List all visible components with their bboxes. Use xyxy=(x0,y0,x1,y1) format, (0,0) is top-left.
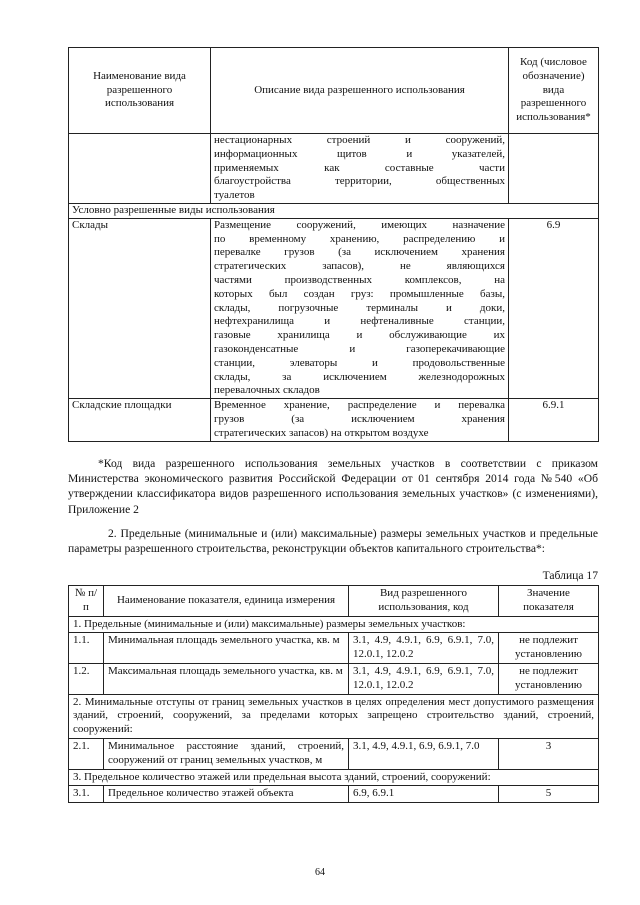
header-use-type: Вид разрешенного использования, код xyxy=(349,586,499,617)
row-description: Временное хранение, распределение и перевалка грузов (за исключением хранения стратегических запасов) на открытом воздухе xyxy=(211,399,509,441)
row-number: 3.1. xyxy=(69,786,104,803)
row-code: 6.9.1 xyxy=(509,399,599,441)
continuation-description: нестационарных строений и сооружений, информационных щитов и указателей, применяемых как составные части благоустройства территории, общественных туалетов xyxy=(211,134,509,204)
header-description: Описание вида разрешенного использования xyxy=(211,48,509,134)
row-value: не подлежит установлению xyxy=(499,663,599,694)
header-name: Наименование вида разрешенного использования xyxy=(69,48,211,134)
header-value: Значение показателя xyxy=(499,586,599,617)
row-codes: 3.1, 4.9, 4.9.1, 6.9, 6.9.1, 7.0, 12.0.1, 12.0.2 xyxy=(349,633,499,664)
section-title: Условно разрешенные виды использования xyxy=(69,203,599,218)
row-indicator: Максимальная площадь земельного участка, кв. м xyxy=(104,663,349,694)
row-value: 3 xyxy=(499,738,599,769)
table-caption: Таблица 17 xyxy=(542,569,598,582)
parameters-table xyxy=(68,585,599,803)
section-3-title: 3. Предельное количество этажей или предельная высота зданий, строений, сооружений: xyxy=(69,769,599,786)
table-row xyxy=(69,633,599,664)
header-code: Код (числовое обозначение) вида разрешенного использования* xyxy=(509,48,599,134)
row-number: 1.1. xyxy=(69,633,104,664)
paragraph-2: 2. Предельные (минимальные и (или) максимальные) размеры земельных участков и предельные параметры разрешенного строительства, реконструкции объектов капитального строительства*: xyxy=(68,527,598,556)
row-indicator: Предельное количество этажей объекта xyxy=(104,786,349,803)
section-row xyxy=(69,203,599,218)
row-number: 1.2. xyxy=(69,663,104,694)
header-indicator: Наименование показателя, единица измерения xyxy=(104,586,349,617)
table-header-row xyxy=(69,48,599,134)
table-header-row xyxy=(69,586,599,617)
row-value: не подлежит установлению xyxy=(499,633,599,664)
table-row xyxy=(69,786,599,803)
section-2-title: 2. Минимальные отступы от границ земельных участков в целях определения мест допустимого размещения зданий, строений, сооружений, за пределами которых запрещено строительство зданий, строений, сооружений: xyxy=(69,694,599,738)
page-number: 64 xyxy=(315,867,325,878)
header-number: № п/п xyxy=(69,586,104,617)
row-code: 6.9 xyxy=(509,218,599,398)
row-indicator: Минимальная площадь земельного участка, кв. м xyxy=(104,633,349,664)
row-codes: 6.9, 6.9.1 xyxy=(349,786,499,803)
continuation-row xyxy=(69,134,599,204)
row-value: 5 xyxy=(499,786,599,803)
table-row xyxy=(69,218,599,398)
table-row xyxy=(69,663,599,694)
row-description: Размещение сооружений, имеющих назначение по временному хранению, распределению и перевалке грузов (за исключением хранения стратегических запасов), не являющихся частями производственных комплексов, на которых был создан груз: промышленные базы, склады, погрузочные терминалы и доки, нефтехранилища и нефтеналивные станции, газовые хранилища и обслуживающие их газоконденсатные и газоперекачивающие станции, элеваторы и продовольственные склады, за исключением железнодорожных перевалочных складов xyxy=(211,218,509,398)
row-number: 2.1. xyxy=(69,738,104,769)
section-row xyxy=(69,769,599,786)
table-row xyxy=(69,399,599,441)
section-row xyxy=(69,694,599,738)
row-name: Складские площадки xyxy=(69,399,211,441)
row-name: Склады xyxy=(69,218,211,398)
row-codes: 3.1, 4.9, 4.9.1, 6.9, 6.9.1, 7.0, 12.0.1, 12.0.2 xyxy=(349,663,499,694)
use-types-table xyxy=(68,47,599,442)
row-codes: 3.1, 4.9, 4.9.1, 6.9, 6.9.1, 7.0 xyxy=(349,738,499,769)
section-1-title: 1. Предельные (минимальные и (или) максимальные) размеры земельных участков: xyxy=(69,616,599,633)
row-indicator: Минимальное расстояние зданий, строений, сооружений от границ земельных участков, м xyxy=(104,738,349,769)
section-row xyxy=(69,616,599,633)
footnote: *Код вида разрешенного использования земельных участков в соответствии с приказом Министерства экономического развития Российской Федерации от 01 сентября 2014 года №540 «Об утверждении классификатора видов разрешенного использования земельных участков» (с изменениями), Приложение 2 xyxy=(68,457,598,516)
table-row xyxy=(69,738,599,769)
